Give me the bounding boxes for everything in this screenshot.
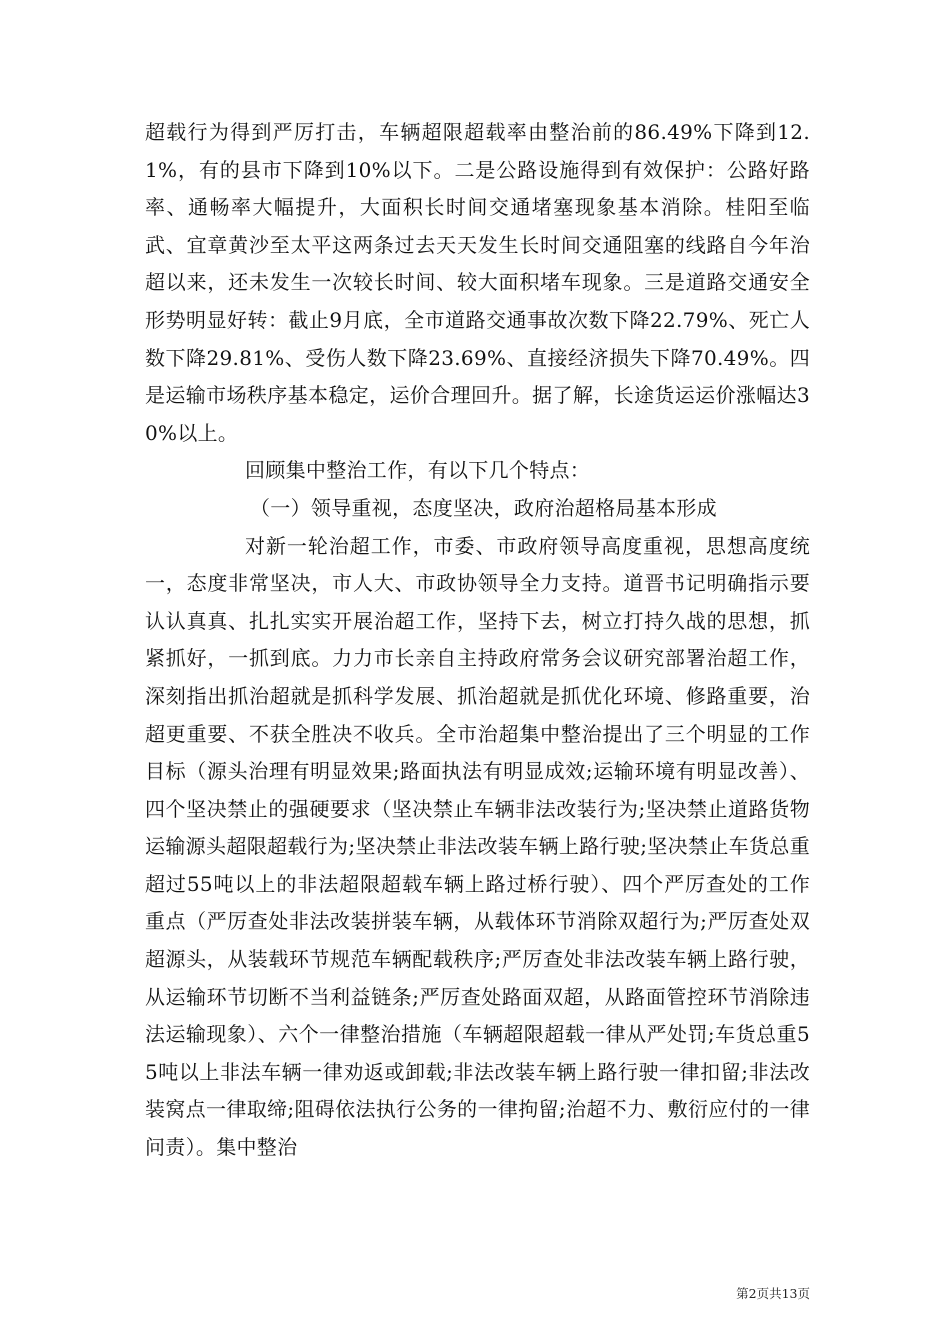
document-body xyxy=(145,114,810,1167)
paragraph-review-intro: 回顾集中整治工作，有以下几个特点： xyxy=(245,458,591,483)
page-number-footer: 第2页共13页 xyxy=(736,1286,810,1301)
paragraph-leadership: 对新一轮治超工作，市委、市政府领导高度重视，思想高度统一，态度非常坚决，市人大、市政协领导全力支持。道晋书记明确指示要认认真真、扎扎实实开展治超工作，坚持下去，树立打持久战的思想，抓紧抓好，一抓到底。力力市长亲自主持政府常务会议研究部署治超工作，深刻指出抓治超就是抓科学发展、抓治超就是抓优化环境、修路重要，治超更重要、不获全胜决不收兵。全市治超集中整治提出了三个明显的工作目标（源头治理有明显效果;路面执法有明显成效;运输环境有明显改善）、四个坚决禁止的强硬要求（坚决禁止车辆非法改装行为;坚决禁止道路货物运输源头超限超载行为;坚决禁止非法改装车辆上路行驶;坚决禁止车货总重超过55吨以上的非法超限超载车辆上路过桥行驶）、四个严厉查处的工作重点（严厉查处非法改装拼装车辆，从载体环节消除双超行为;严厉查处双超源头，从装载环节规范车辆配载秩序;严厉查处非法改装车辆上路行驶，从运输环节切断不当利益链条;严厉查处路面双超，从路面管控环节消除违法运输现象）、六个一律整治措施（车辆超限超载一律从严处罚;车货总重55吨以上非法车辆一律劝返或卸载;非法改装车辆上路行驶一律扣留;非法改装窝点一律取缔;阻碍依法执行公务的一律拘留;治超不力、敷衍应付的一律问责）。集中整治 xyxy=(145,533,810,1160)
paragraph-results: 超载行为得到严厉打击，车辆超限超载率由整治前的86.49%下降到12.1%，有的县市下降到10%以下。二是公路设施得到有效保护：公路好路率、通畅率大幅提升，大面积长时间交通堵塞现象基本消除。桂阳至临武、宜章黄沙至太平这两条过去天天发生长时间交通阻塞的线路自今年治超以来，还未发生一次较长时间、较大面积堵车现象。三是道路交通安全形势明显好转：截止9月底，全市道路交通事故次数下降22.79%、死亡人数下降29.81%、受伤人数下降23.69%、直接经济损失下降70.49%。四是运输市场秩序基本稳定，运价合理回升。据了解，长途货运运价涨幅达30%以上。 xyxy=(145,120,810,445)
section-heading-1: （一）领导重视，态度坚决，政府治超格局基本形成 xyxy=(250,495,717,520)
